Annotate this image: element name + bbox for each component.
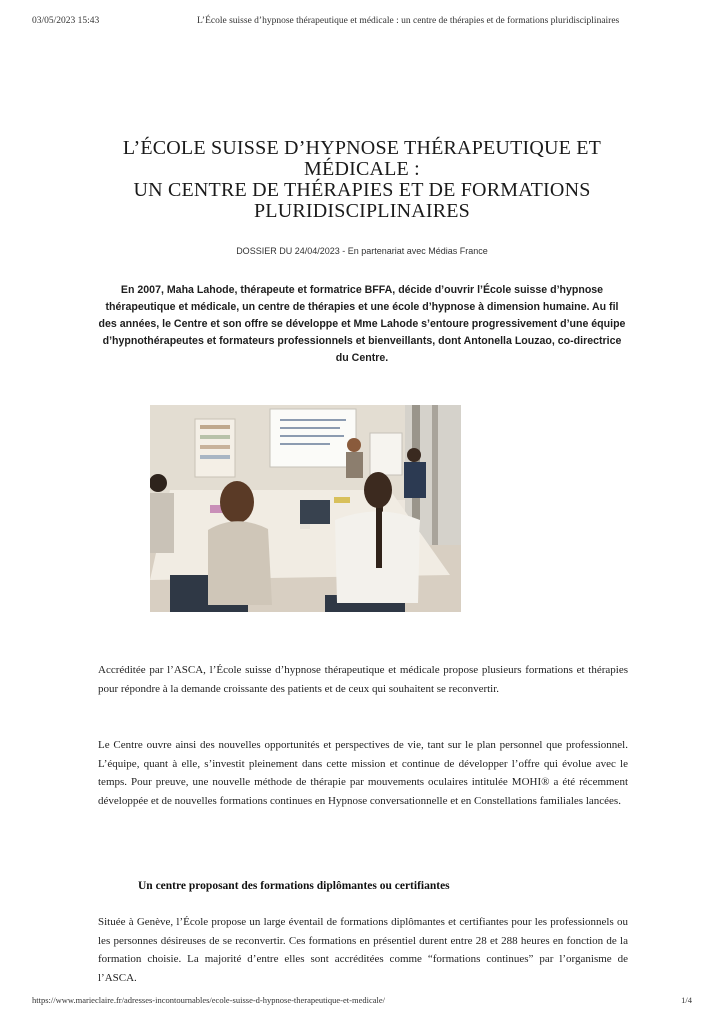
section-subheading: Un centre proposant des formations diplômantes ou certifiantes: [138, 880, 450, 892]
headline-line: UN CENTRE DE THÉRAPIES ET DE FORMATIONS: [133, 179, 591, 201]
paragraph-geneva: Située à Genève, l’École propose un large éventail de formations diplômantes et certifiantes pour les professionnels ou les personnes désireuses de se reconvertir. Ces formations en présentiel durent entre 28 et 288 heures en fonction de la formation choisie. La majorité d’entre elles sont accréditées comme “formations continues” par l’organisme de l’ASCA.: [98, 916, 628, 984]
print-footer: [32, 995, 692, 1007]
paragraph-asca: Accréditée par l’ASCA, l’École suisse d’hypnose thérapeutique et médicale propose plusieurs formations et thérapies pour répondre à la demande croissante des patients et de ceux qui souhaitent se reconvertir.: [98, 664, 628, 695]
dossier-line: DOSSIER DU 24/04/2023 - En partenariat avec Médias France: [236, 246, 488, 256]
print-document-title: L’École suisse d’hypnose thérapeutique et médicale : un centre de thérapies et de formations pluridisciplinaires: [197, 16, 620, 26]
source-url[interactable]: https://www.marieclaire.fr/adresses-incontournables/ecole-suisse-d-hypnose-therapeutique-et-medicale/: [32, 995, 386, 1005]
article-lead: En 2007, Maha Lahode, thérapeute et formatrice BFFA, décide d’ouvrir l’École suisse d’hypnose thérapeutique et médicale, un centre de thérapies et une école d’hypnose à dimension humaine. Au fil des années, le Centre et son offre se développe et Mme Lahode s’entoure progressivement d’une équipe d’hypnothérapeutes et formateurs professionnels et bienveillants, dont Antonella Louzao, co-directrice du Centre.: [98, 284, 626, 364]
print-header: [32, 16, 692, 30]
article-headline: [60, 138, 664, 222]
headline-line: L’ÉCOLE SUISSE D’HYPNOSE THÉRAPEUTIQUE ET: [122, 137, 602, 159]
classroom-photo: [150, 405, 461, 612]
headline-line: MÉDICALE :: [304, 158, 420, 180]
print-date: 03/05/2023 15:43: [32, 16, 100, 26]
page-number: 1/4: [681, 995, 692, 1005]
paragraph-opportunities: Le Centre ouvre ainsi des nouvelles opportunités et perspectives de vie, tant sur le plan personnel que professionnel. L’équipe, quant à elle, s’investit pleinement dans cette mission et continue de développer l’offre qui évolue avec le temps. Pour preuve, une nouvelle méthode de thérapie par mouvements oculaires intitulée MOHI® a été récemment développée et de nouvelles formations continues en Hypnose conversationnelle et en Constellations familiales lancées.: [98, 739, 628, 807]
headline-line: PLURIDISCIPLINAIRES: [253, 200, 471, 222]
